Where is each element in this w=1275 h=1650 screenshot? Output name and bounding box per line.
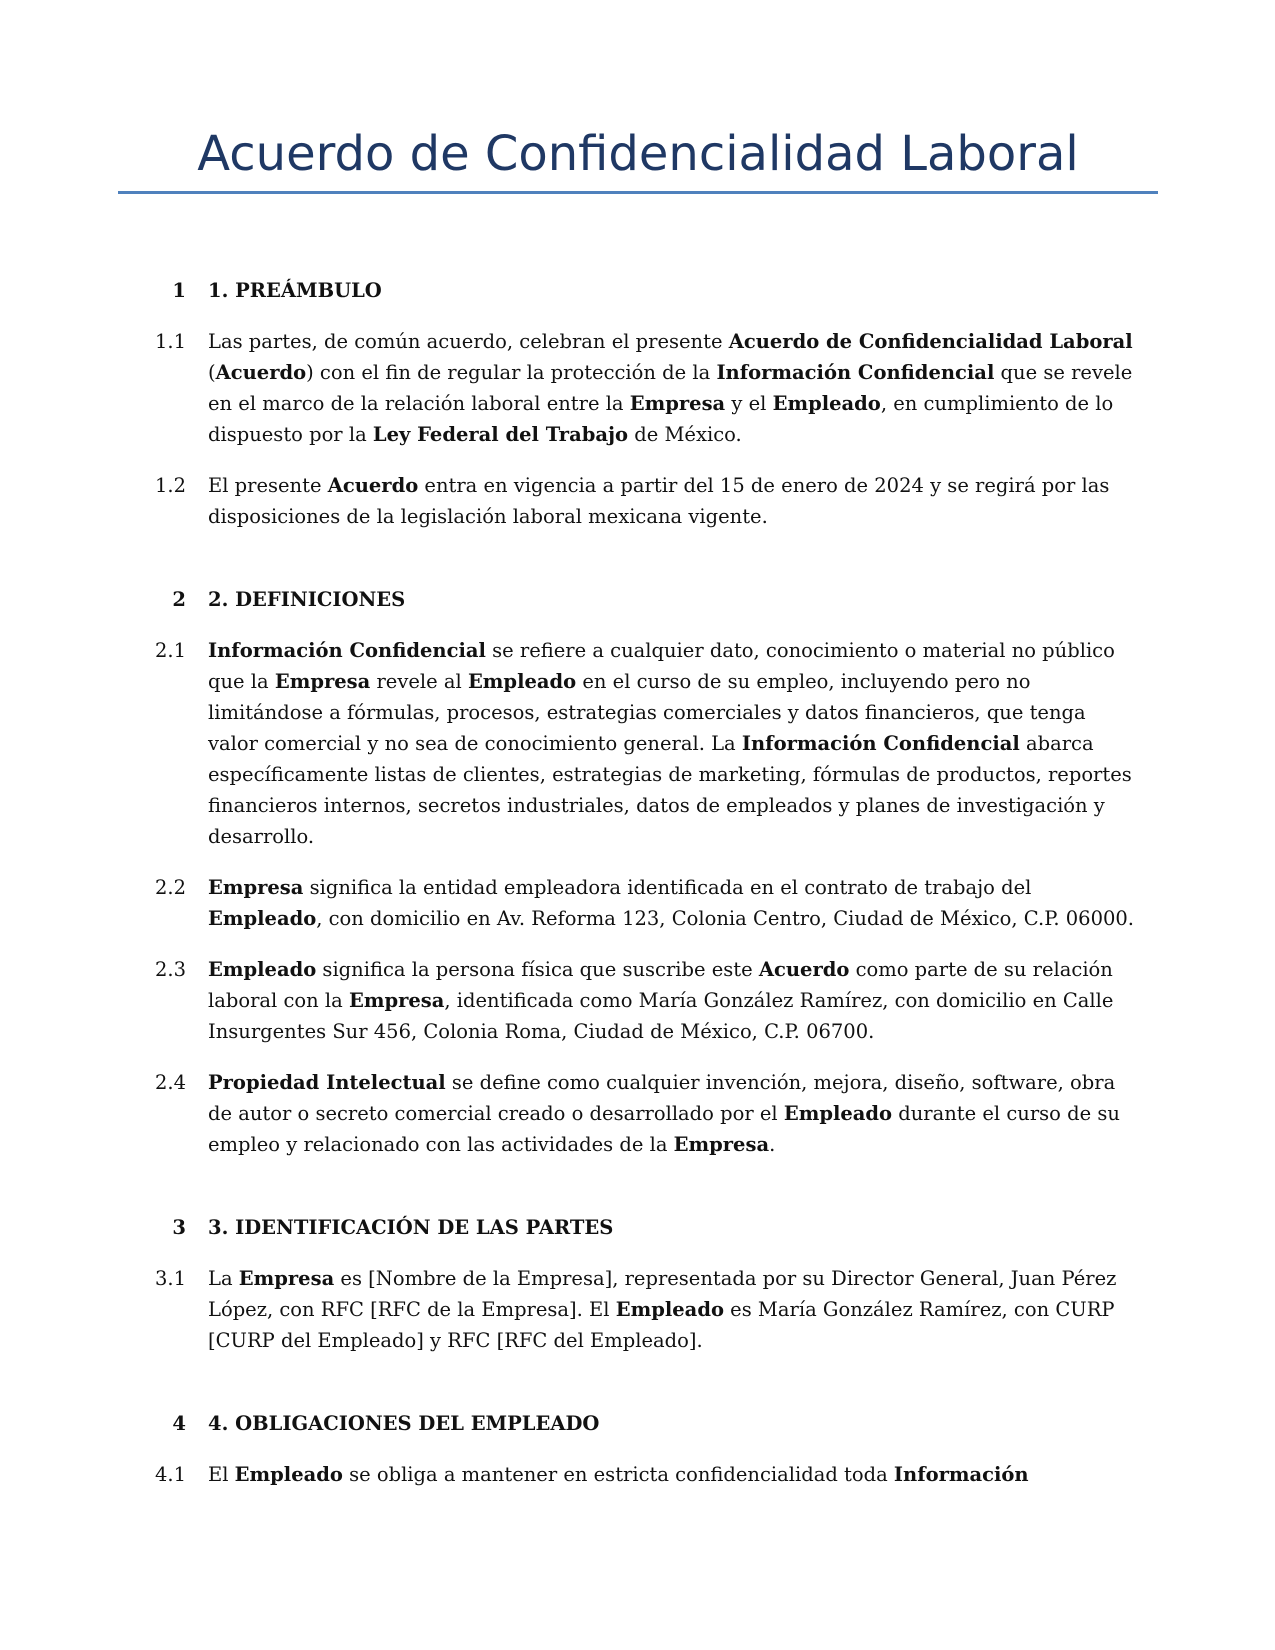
defined-term: Empleado	[772, 392, 881, 415]
clause-text	[208, 1459, 1138, 1490]
clause-number: 1.1	[154, 330, 186, 353]
clause-text-segment: , con domicilio en Av. Reforma 123, Colonia Centro, Ciudad de México, C.P. 06000.	[316, 907, 1135, 930]
clause	[0, 326, 1275, 450]
section-heading	[0, 275, 1275, 306]
clause	[0, 954, 1275, 1047]
section-heading-text: 4. OBLIGACIONES DEL EMPLEADO	[208, 1412, 600, 1435]
clause-text	[208, 635, 1138, 852]
section	[0, 1408, 1275, 1490]
clause-text	[208, 872, 1138, 934]
title-underline	[118, 191, 1158, 194]
clause-text-segment: durante el curso de su empleo y relacionado con las actividades de la	[208, 1102, 1120, 1156]
defined-term: Información Confidencial	[716, 361, 995, 384]
clause-text-segment: El	[208, 1463, 235, 1486]
document-title: Acuerdo de Confidencialidad Laboral	[197, 126, 1079, 182]
defined-term: Empleado	[208, 907, 317, 930]
defined-term: Empleado	[234, 1463, 343, 1486]
section-heading	[0, 1408, 1275, 1439]
defined-term: Acuerdo	[215, 361, 307, 384]
clause-number: 1.2	[154, 474, 186, 497]
section-heading	[0, 1212, 1275, 1243]
clause-text-segment: abarca específicamente listas de clientes, estrategias de marketing, fórmulas de productos, reportes financieros internos, secretos industriales, datos de empleados y planes de investigación y desarrollo.	[208, 732, 1132, 848]
defined-term: Información	[893, 1463, 1029, 1486]
clause-number: 2.1	[154, 639, 186, 662]
clause	[0, 1067, 1275, 1160]
clause-number: 2.4	[154, 1071, 186, 1094]
section	[0, 275, 1275, 532]
defined-term: Acuerdo de Confidencialidad Laboral	[728, 330, 1133, 353]
section-number: 1	[172, 279, 186, 302]
section	[0, 1212, 1275, 1356]
section-heading-text: 1. PREÁMBULO	[208, 279, 382, 302]
clause-text	[208, 326, 1138, 450]
defined-term: Acuerdo	[758, 958, 850, 981]
clause-text-segment: entra en vigencia a partir del 15 de enero de 2024 y se regirá por las disposiciones de la legislación laboral mexicana vigente.	[208, 474, 1110, 528]
clause-number: 2.2	[154, 876, 186, 899]
clause-text-segment: y el	[725, 392, 773, 415]
section-heading	[0, 584, 1275, 615]
defined-term: Ley Federal del Trabajo	[372, 423, 629, 446]
clause-text-segment: revele al	[370, 670, 468, 693]
clause-text-segment: La	[208, 1267, 239, 1290]
defined-term: Empleado	[783, 1102, 893, 1125]
clause-text-segment: como parte de su relación laboral con la	[208, 958, 1113, 1012]
clause-text-segment: en el curso de su empleo, incluyendo pero no limitándose a fórmulas, procesos, estrategias comerciales y datos financieros, que tenga valor comercial y no sea de conocimiento general. La	[208, 670, 1086, 755]
clause	[0, 872, 1275, 934]
clause-number: 4.1	[154, 1463, 186, 1486]
defined-term: Empleado	[467, 670, 577, 693]
clause-text-segment: .	[769, 1133, 776, 1156]
section-number: 3	[172, 1216, 186, 1239]
defined-term: Empleado	[615, 1298, 724, 1321]
section-heading-text: 2. DEFINICIONES	[208, 588, 406, 611]
defined-term: Empresa	[673, 1133, 770, 1156]
clause-text-segment: que se revele en el marco de la relación laboral entre la	[208, 361, 1133, 415]
clause-number: 2.3	[154, 958, 186, 981]
section	[0, 584, 1275, 1160]
clause	[0, 470, 1275, 532]
defined-term: Información Confidencial	[208, 639, 486, 662]
defined-term: Empresa	[238, 1267, 335, 1290]
clause-text-segment: es [Nombre de la Empresa], representada por su Director General, Juan Pérez López, con RFC [RFC de la Empresa]. El	[208, 1267, 1117, 1321]
clause	[0, 635, 1275, 852]
clause-text-segment: es María González Ramírez, con CURP [CURP del Empleado] y RFC [RFC del Empleado].	[208, 1298, 1115, 1352]
section-number: 2	[172, 588, 186, 611]
defined-term: Empresa	[208, 876, 304, 899]
section-heading-text: 3. IDENTIFICACIÓN DE LAS PARTES	[208, 1216, 614, 1239]
clause-text-segment: significa la entidad empleadora identificada en el contrato de trabajo del	[303, 876, 1032, 899]
clause-text-segment: (	[208, 361, 216, 384]
clause-text-segment: se define como cualquier invención, mejora, diseño, software, obra de autor o secreto comercial creado o desarrollado por el	[208, 1071, 1116, 1125]
clause	[0, 1459, 1275, 1490]
clause-text-segment: significa la persona física que suscribe este	[316, 958, 759, 981]
defined-term: Acuerdo	[327, 474, 419, 497]
clause-text-segment: Las partes, de común acuerdo, celebran el presente	[208, 330, 729, 353]
clause-text-segment: , identificada como María González Ramírez, con domicilio en Calle Insurgentes Sur 456, Colonia Roma, Ciudad de México, C.P. 06700.	[208, 989, 1114, 1043]
clause-text-segment: ) con el fin de regular la protección de la	[306, 361, 717, 384]
clause-number: 3.1	[154, 1267, 186, 1290]
defined-term: Empresa	[274, 670, 371, 693]
document-body	[0, 275, 1275, 1542]
clause	[0, 1263, 1275, 1356]
clause-text	[208, 1263, 1138, 1356]
clause-text-segment: , en cumplimiento de lo dispuesto por la	[208, 392, 1114, 446]
defined-term: Empleado	[208, 958, 317, 981]
clause-text-segment: se refiere a cualquier dato, conocimiento o material no público que la	[208, 639, 1115, 693]
clause-text-segment: se obliga a mantener en estricta confidencialidad toda	[342, 1463, 894, 1486]
clause-text-segment: El presente	[208, 474, 328, 497]
clause-text-segment: de México.	[628, 423, 742, 446]
clause-text	[208, 954, 1138, 1047]
defined-term: Empresa	[629, 392, 726, 415]
defined-term: Propiedad Intelectual	[208, 1071, 446, 1094]
defined-term: Información Confidencial	[741, 732, 1020, 755]
clause-text	[208, 470, 1138, 532]
clause-text	[208, 1067, 1138, 1160]
section-number: 4	[172, 1412, 186, 1435]
defined-term: Empresa	[348, 989, 445, 1012]
